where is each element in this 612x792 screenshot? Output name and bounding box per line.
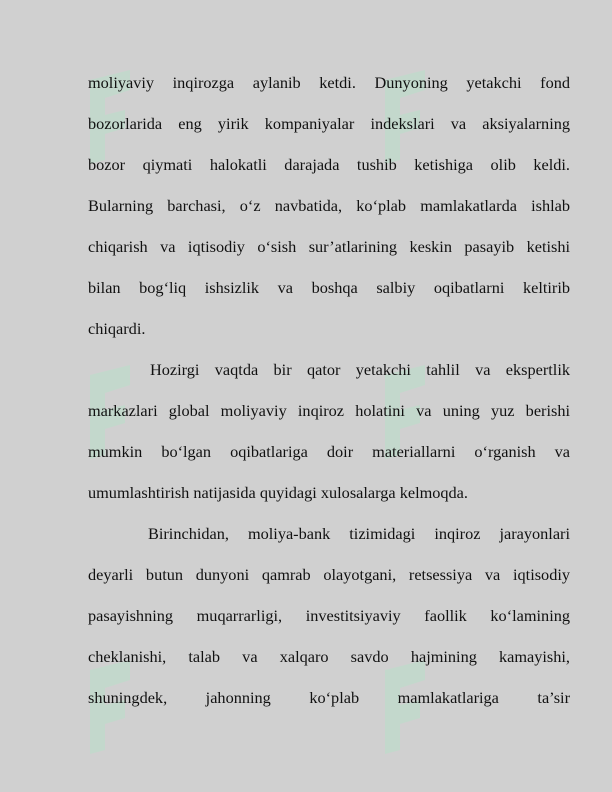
text-line: deyarli butun dunyoni qamrab olayotgani, retsessiya va iqtisodiy <box>88 565 570 584</box>
body-text <box>88 62 570 718</box>
text-line: chiqarish va iqtisodiy o‘sish sur’atlarining keskin pasayib ketishi <box>88 237 570 256</box>
text-line: bozor qiymati halokatli darajada tushib ketishiga olib keldi. <box>88 155 570 174</box>
text-line: markazlari global moliyaviy inqiroz holatini va uning yuz berishi <box>88 401 570 420</box>
text-line: mumkin bo‘lgan oqibatlariga doir materiallarni o‘rganish va <box>88 442 570 461</box>
text-line: cheklanishi, talab va xalqaro savdo hajmining kamayishi, <box>88 647 570 666</box>
text-line: Bularning barchasi, o‘z navbatida, ko‘plab mamlakatlarda ishlab <box>88 196 570 215</box>
paragraph <box>88 62 570 349</box>
text-line: Birinchidan, moliya-bank tizimidagi inqiroz jarayonlari <box>148 524 570 543</box>
text-line: pasayishning muqarrarligi, investitsiyaviy faollik ko‘lamining <box>88 606 570 625</box>
text-line: bozorlarida eng yirik kompaniyalar indekslari va aksiyalarning <box>88 114 570 133</box>
text-line: chiqardi. <box>88 319 146 338</box>
text-line: umumlashtirish natijasida quyidagi xulosalarga kelmoqda. <box>88 483 468 502</box>
paragraph <box>88 513 570 718</box>
text-line: Hozirgi vaqtda bir qator yetakchi tahlil va ekspertlik <box>150 360 570 379</box>
text-line: moliyaviy inqirozga aylanib ketdi. Dunyoning yetakchi fond <box>88 73 570 92</box>
paragraph <box>88 349 570 513</box>
text-line: bilan bog‘liq ishsizlik va boshqa salbiy oqibatlarni keltirib <box>88 278 570 297</box>
text-line: shuningdek, jahonning ko‘plab mamlakatlariga ta’sir <box>88 688 570 707</box>
